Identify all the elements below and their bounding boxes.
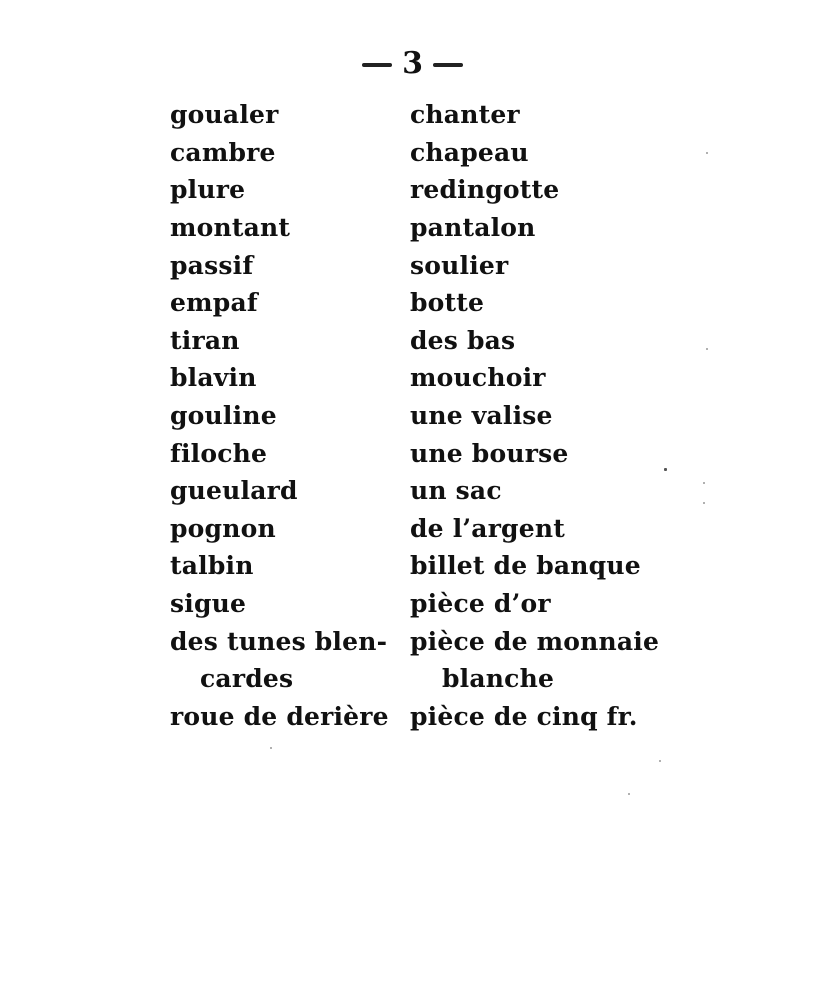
glossary-term: sigue [170,589,247,619]
paper-speck [703,502,705,504]
paper-speck [628,793,630,795]
glossary-definition: soulier [410,250,509,280]
glossary-term: roue de derière [170,701,389,731]
paper-speck [659,760,661,762]
glossary-row-continuation [170,660,650,698]
glossary-term: filoche [170,438,268,468]
glossary-term: cardes [200,664,294,694]
glossary-row [170,322,650,360]
glossary-row [170,284,650,322]
glossary-term: cambre [170,137,276,167]
glossary-term: tiran [170,325,240,355]
glossary-definition: chanter [410,100,520,130]
glossary-row [170,359,650,397]
glossary-term: passif [170,250,254,280]
glossary-definition: chapeau [410,137,529,167]
glossary-term: des tunes blen- [170,626,388,656]
glossary-definition: pièce de cinq fr. [410,701,638,731]
glossary-term: plure [170,175,246,205]
glossary-definition: un sac [410,476,502,506]
glossary-row [170,134,650,172]
glossary-term: blavin [170,363,257,393]
glossary-definition: des bas [410,325,516,355]
glossary-term: gouline [170,401,277,431]
glossary-definition: de l’argent [410,513,565,543]
glossary-term: empaf [170,288,258,318]
glossary-row [170,698,650,736]
paper-speck [270,747,272,749]
ornament-dash-right [433,63,463,67]
glossary-row [170,397,650,435]
glossary-row [170,622,660,660]
glossary-row [170,510,650,548]
glossary-list [170,96,660,735]
glossary-definition: pièce d’or [410,589,551,619]
glossary-row [170,96,650,134]
paper-speck [706,152,708,154]
glossary-definition: mouchoir [410,363,546,393]
glossary-row [170,246,650,284]
paper-speck [703,482,705,484]
glossary-definition: une valise [410,401,553,431]
glossary-term: gueulard [170,476,298,506]
glossary-definition: blanche [442,664,555,694]
glossary-row [170,434,650,472]
glossary-row [170,585,650,623]
glossary-definition: pantalon [410,213,536,243]
paper-speck [664,468,667,471]
glossary-definition: botte [410,288,485,318]
glossary-term: talbin [170,551,254,581]
glossary-definition: une bourse [410,438,569,468]
glossary-definition: redingotte [410,175,560,205]
page-number: 3 [402,46,423,81]
ornament-dash-left [362,63,392,67]
glossary-term: goualer [170,100,279,130]
glossary-term: pognon [170,513,276,543]
glossary-definition: pièce de monnaie [410,626,660,656]
glossary-row [170,209,650,247]
glossary-term: montant [170,213,291,243]
paper-speck [706,348,708,350]
glossary-row [170,171,650,209]
page-header [0,44,825,84]
glossary-row [170,547,650,585]
glossary-row [170,472,650,510]
glossary-definition: billet de banque [410,551,641,581]
